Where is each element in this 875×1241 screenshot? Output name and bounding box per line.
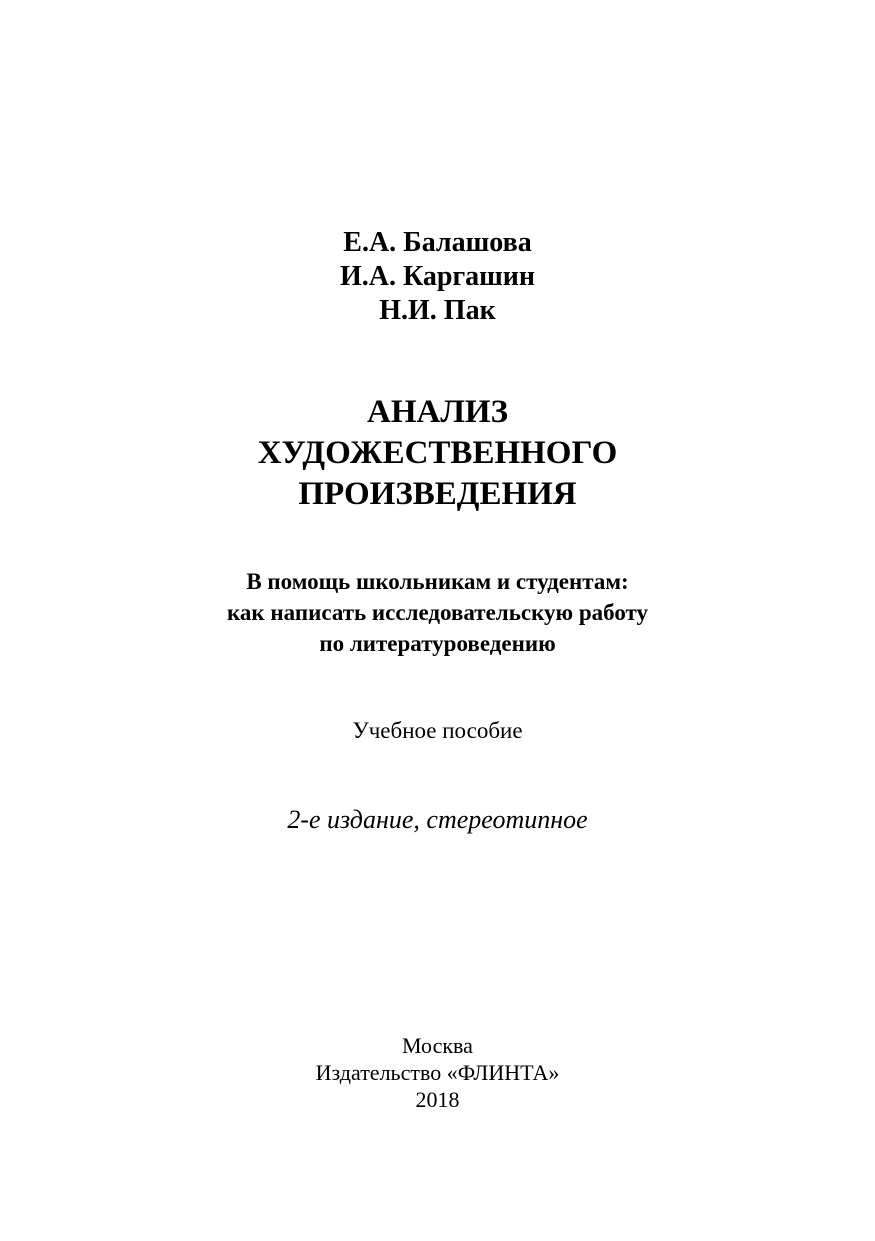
subtitle-line: как написать исследовательскую работу	[226, 600, 649, 625]
subtitle-line: по литературоведению	[319, 631, 556, 656]
imprint-publisher: Издательство «ФЛИНТА»	[315, 1060, 560, 1085]
author-name: Н.И. Пак	[379, 295, 496, 326]
book-subtitle	[0, 566, 875, 659]
book-title	[0, 392, 875, 515]
author-name: Е.А. Балашова	[343, 227, 532, 258]
document-type	[0, 716, 875, 746]
subtitle-line: В помощь школьникам и студентам:	[246, 569, 629, 594]
title-line: ПРОИЗВЕДЕНИЯ	[298, 476, 577, 512]
edition-note	[0, 804, 875, 836]
author-name: И.А. Каргашин	[339, 261, 536, 292]
imprint-city: Москва	[402, 1033, 473, 1058]
imprint-year: 2018	[415, 1087, 460, 1112]
title-line: ХУДОЖЕСТВЕННОГО	[257, 435, 618, 471]
authors-block	[0, 226, 875, 328]
edition-label: 2-е издание, стереотипное	[287, 805, 588, 834]
imprint-block	[0, 1032, 875, 1113]
document-type-label: Учебное пособие	[352, 718, 523, 743]
title-line: АНАЛИЗ	[366, 394, 508, 430]
